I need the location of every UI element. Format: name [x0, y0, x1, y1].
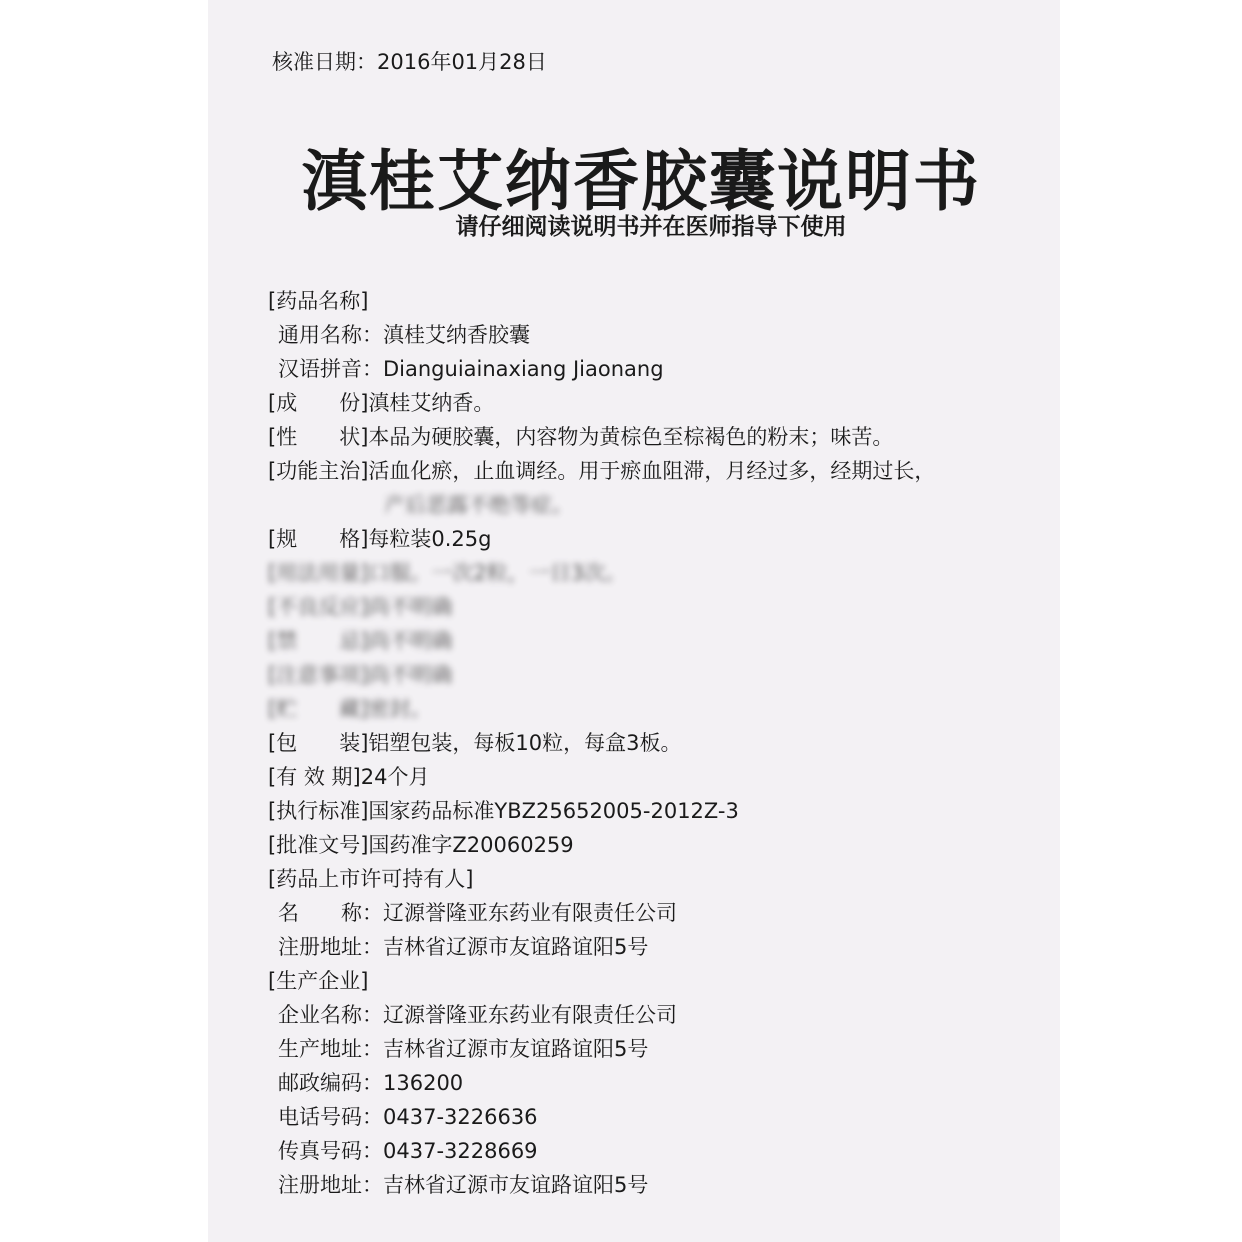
- storage: [贮 藏]密封。: [268, 697, 432, 721]
- ingredients: [成 份]滇桂艾纳香。: [268, 391, 495, 415]
- specification: [规 格]每粒装0.25g: [268, 527, 492, 551]
- indications: [功能主治]活血化瘀，止血调经。用于瘀血阻滞，月经过多，经期过长，: [268, 459, 936, 483]
- manufacturer-address: 生产地址：吉林省辽源市友谊路谊阳5号: [278, 1037, 649, 1061]
- manufacturer-name: 企业名称：辽源誉隆亚东药业有限责任公司: [278, 1003, 677, 1027]
- fax-number: 传真号码：0437-3228669: [278, 1139, 538, 1163]
- page-subtitle: 请仔细阅读说明书并在医师指导下使用: [455, 214, 847, 240]
- postal-code: 邮政编码：136200: [278, 1071, 464, 1095]
- validity: [有 效 期]24个月: [268, 765, 430, 789]
- indications-continued: 产后恶露不绝等症。: [384, 493, 573, 517]
- manufacturer-header: [生产企业]: [268, 969, 369, 993]
- precautions: [注意事项]尚不明确: [268, 663, 453, 687]
- phone-number: 电话号码：0437-3226636: [278, 1105, 538, 1129]
- packaging: [包 装]铝塑包装，每板10粒，每盒3板。: [268, 731, 682, 755]
- executive-standard: [执行标准]国家药品标准YBZ25652005-2012Z-3: [268, 799, 739, 823]
- mah-name: 名 称：辽源誉隆亚东药业有限责任公司: [278, 901, 677, 925]
- registered-address: 注册地址：吉林省辽源市友谊路谊阳5号: [278, 1173, 649, 1197]
- mah-address: 注册地址：吉林省辽源市友谊路谊阳5号: [278, 935, 649, 959]
- drug-name-header: [药品名称]: [268, 289, 369, 313]
- page-title: 滇桂艾纳香胶囊说明书: [301, 143, 981, 220]
- generic-name: 通用名称：滇桂艾纳香胶囊: [278, 323, 530, 347]
- dosage: [用法用量]口服。一次2粒，一日3次。: [268, 561, 627, 585]
- contraindications: [禁 忌]尚不明确: [268, 629, 453, 653]
- properties: [性 状]本品为硬胶囊，内容物为黄棕色至棕褐色的粉末；味苦。: [268, 425, 894, 449]
- adverse-reactions: [不良反应]尚不明确: [268, 595, 453, 619]
- approval-number: [批准文号]国药准字Z20060259: [268, 833, 574, 857]
- mah-header: [药品上市许可持有人]: [268, 867, 474, 891]
- pinyin-name: 汉语拼音：Dianguiainaxiang Jiaonang: [278, 357, 664, 381]
- approval-date: 核准日期：2016年01月28日: [272, 50, 547, 74]
